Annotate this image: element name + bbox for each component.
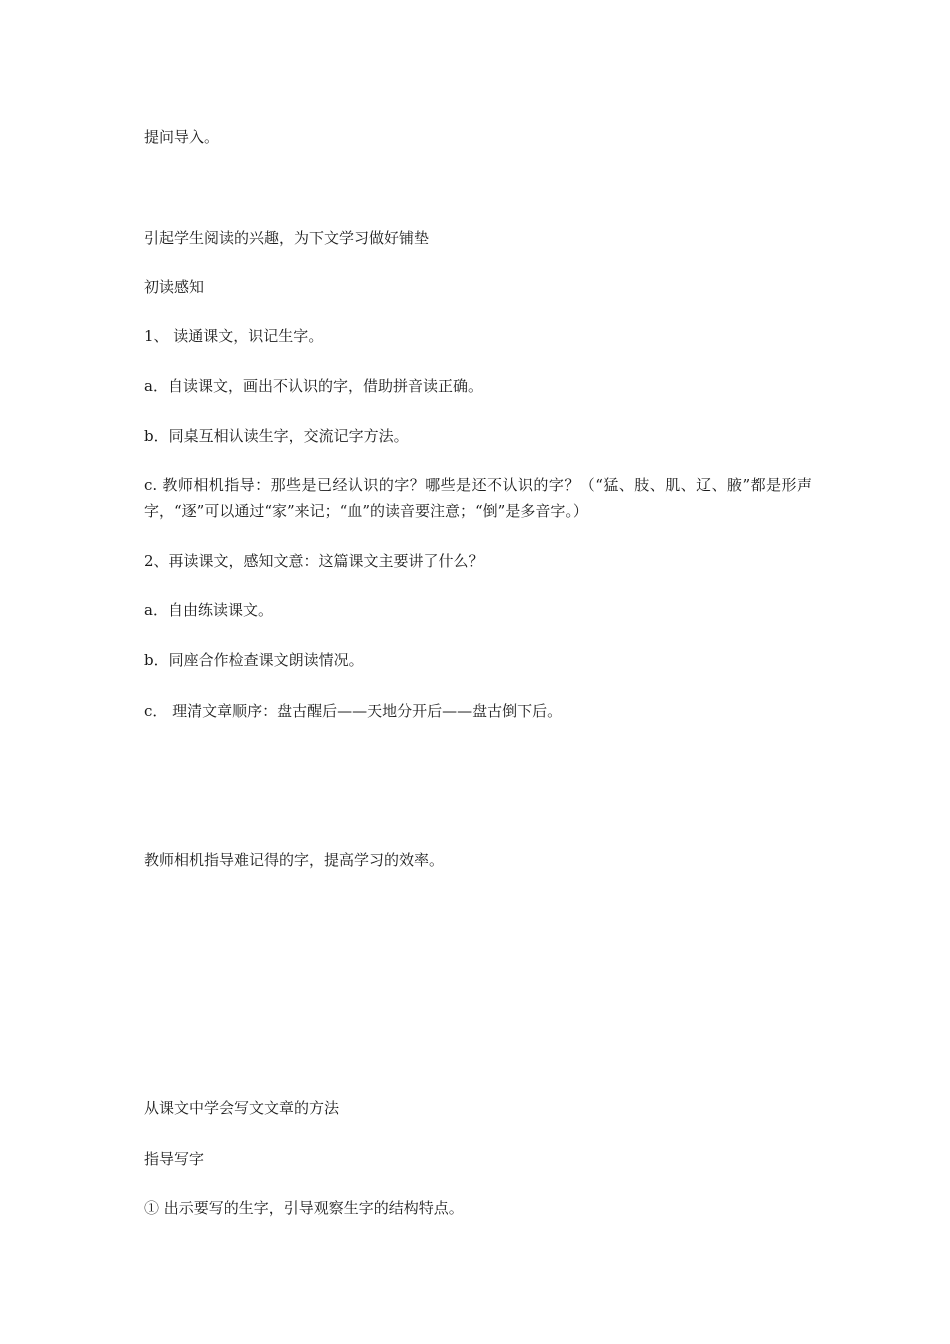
paragraph-purpose: 引起学生阅读的兴趣，为下文学习做好铺垫 <box>144 229 430 247</box>
step-1a-self-read: a．自读课文，画出不认识的字，借助拼音读正确。 <box>144 377 483 395</box>
step-2-reread: 2、再读课文，感知文意：这篇课文主要讲了什么？ <box>144 552 484 570</box>
step-1c-teacher-guidance: c. 教师相机指导：那些是已经认识的字？哪些是还不认识的字？（“猛、肢、肌、辽、腋”都是形声字，“逐”可以通过“家”来记；“血”的读音要注意；“倒”是多音字。） <box>144 476 812 520</box>
section-heading-writing-guidance: 指导写字 <box>144 1150 205 1168</box>
paragraph-intro-question: 提问导入。 <box>144 128 220 146</box>
step-2c-text-order: c． 理清文章顺序：盘古醒后——天地分开后——盘古倒下后。 <box>144 702 563 720</box>
step-show-characters: ① 出示要写的生字，引导观察生字的结构特点。 <box>144 1199 464 1217</box>
step-1-read-text: 1、 读通课文，识记生字。 <box>144 327 324 345</box>
step-2a-free-practice: a．自由练读课文。 <box>144 601 273 619</box>
paragraph-writing-method: 从课文中学会写文文章的方法 <box>144 1099 340 1117</box>
paragraph-teacher-guidance-note: 教师相机指导难记得的字，提高学习的效率。 <box>144 851 445 869</box>
step-1b-partner-read: b．同桌互相认读生字，交流记字方法。 <box>144 427 409 445</box>
section-heading-first-reading: 初读感知 <box>144 278 205 296</box>
step-2b-partner-check: b．同座合作检查课文朗读情况。 <box>144 651 364 669</box>
